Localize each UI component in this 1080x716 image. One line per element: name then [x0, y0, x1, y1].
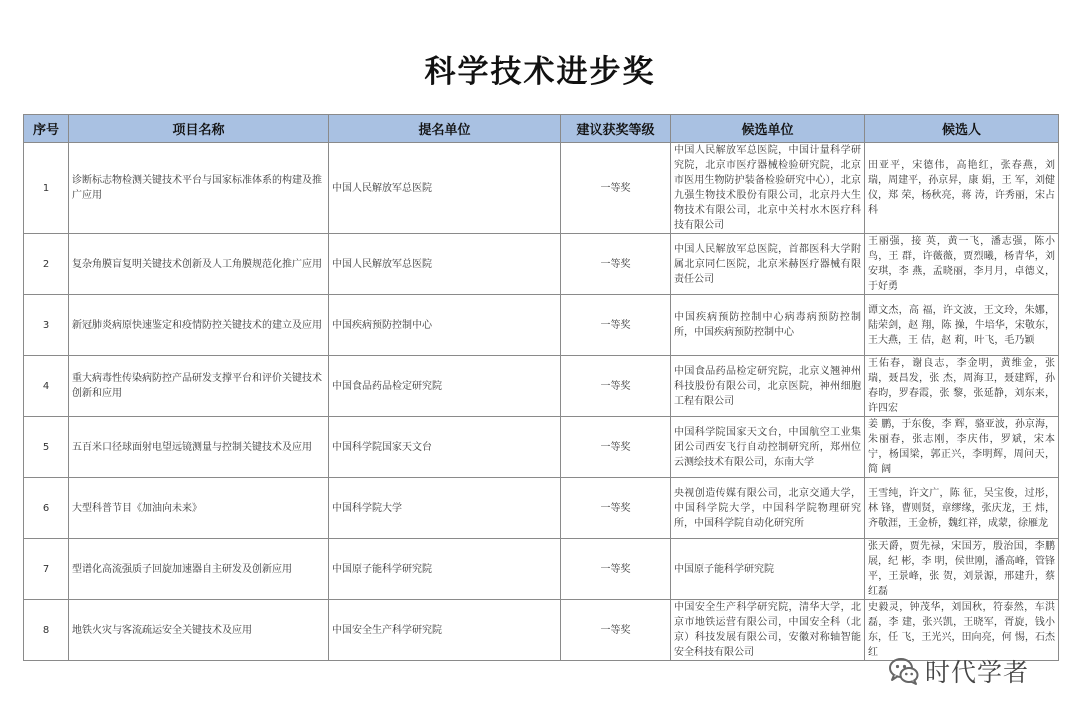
row-nominator: 中国原子能科学研究院: [329, 539, 561, 600]
row-nominator: 中国人民解放军总医院: [329, 143, 561, 234]
row-people: 史毅灵，钟茂华，刘国秋，符泰然，车洪磊，李 建，张兴凯，王晓军，胥旋，钱小东，任 飞，王光兴，田向亮，何 惕，石杰红: [865, 600, 1059, 661]
row-nominator: 中国食品药品检定研究院: [329, 356, 561, 417]
row-project: 重大病毒性传染病防控产品研发支撑平台和评价关键技术创新和应用: [69, 356, 329, 417]
row-project: 诊断标志物检测关键技术平台与国家标准体系的构建及推广应用: [69, 143, 329, 234]
row-nominator: 中国安全生产科学研究院: [329, 600, 561, 661]
row-people: 王雪纯，许文广，陈 征，吴宝俊，过彤，林 锋，曹则贤，章缪缘，张庆龙，王 炜，齐敬涯，王金桥，魏红祥，成蒙，徐雁龙: [865, 478, 1059, 539]
row-project: 地铁火灾与客流疏运安全关键技术及应用: [69, 600, 329, 661]
header-people: 候选人: [865, 115, 1059, 143]
row-level: 一等奖: [561, 234, 671, 295]
row-project: 新冠肺炎病原快速鉴定和疫情防控关键技术的建立及应用: [69, 295, 329, 356]
watermark-text: 时代学者: [925, 658, 1030, 687]
header-nominator: 提名单位: [329, 115, 561, 143]
award-table: [23, 114, 1059, 661]
row-index: 8: [24, 600, 69, 661]
row-index: 7: [24, 539, 69, 600]
row-level: 一等奖: [561, 539, 671, 600]
table-row: [24, 417, 1059, 478]
row-level: 一等奖: [561, 478, 671, 539]
row-units: 中国科学院国家天文台，中国航空工业集团公司西安飞行自动控制研究所，郑州位云测绘技术有限公司，东南大学: [671, 417, 865, 478]
row-people: 王丽强，接 英，黄一飞，潘志强，陈小鸟，王 群，许薇薇，贾烈曦，杨青华，刘安琪，李 燕，孟晓丽，李月月，卓德义，于好勇: [865, 234, 1059, 295]
row-people: 田亚平，宋德伟，高艳红，张春燕，刘瑞，周建平，孙京昇，康 娟，王 军，刘健仪，郑 荣，杨秋亮，蒋 涛，许秀丽，宋占科: [865, 143, 1059, 234]
row-nominator: 中国科学院大学: [329, 478, 561, 539]
row-level: 一等奖: [561, 143, 671, 234]
row-project: 五百米口径球面射电望远镜测量与控制关键技术及应用: [69, 417, 329, 478]
row-index: 6: [24, 478, 69, 539]
table-row: [24, 539, 1059, 600]
row-units: 中国原子能科学研究院: [671, 539, 865, 600]
header-index: 序号: [24, 115, 69, 143]
table-row: [24, 356, 1059, 417]
table-row: [24, 600, 1059, 661]
row-level: 一等奖: [561, 417, 671, 478]
row-index: 1: [24, 143, 69, 234]
row-index: 5: [24, 417, 69, 478]
row-units: 中国人民解放军总医院，首都医科大学附属北京同仁医院，北京米赫医疗器械有限责任公司: [671, 234, 865, 295]
watermark: [888, 654, 1029, 688]
row-units: 中国人民解放军总医院，中国计量科学研究院，北京市医疗器械检验研究院，北京市医用生物防护装备检验研究中心），北京九强生物技术股份有限公司，北京丹大生物技术有限公司，北京中关村水木医疗科技有限公司: [671, 143, 865, 234]
wechat-icon: [888, 655, 920, 687]
row-units: 中国安全生产科学研究院，清华大学，北京市地铁运营有限公司，中国安全科（北京）科技发展有限公司，安徽对称轴智能安全科技有限公司: [671, 600, 865, 661]
row-project: 型谱化高流强质子回旋加速器自主研发及创新应用: [69, 539, 329, 600]
row-project: 复杂角膜盲复明关键技术创新及人工角膜规范化推广应用: [69, 234, 329, 295]
row-index: 3: [24, 295, 69, 356]
table-row: [24, 295, 1059, 356]
row-index: 2: [24, 234, 69, 295]
table-row: [24, 478, 1059, 539]
header-units: 候选单位: [671, 115, 865, 143]
table-header-row: [24, 115, 1059, 143]
table-row: [24, 143, 1059, 234]
row-people: 张天爵，贾先禄，宋国芳，殷治国，李鹏展，纪 彬，李 明，侯世刚，潘高峰，管锋平，王景峰，张 贺，刘景源，邢建升，蔡红磊: [865, 539, 1059, 600]
row-level: 一等奖: [561, 356, 671, 417]
row-project: 大型科普节目《加油向未来》: [69, 478, 329, 539]
header-project: 项目名称: [69, 115, 329, 143]
row-people: 谭文杰，高 福，许文波，王文玲，朱娜，陆荣剑，赵 翔，陈 操，牛培华，宋敬东，王大燕，王 佶，赵 莉，叶飞，毛乃颖: [865, 295, 1059, 356]
row-nominator: 中国人民解放军总医院: [329, 234, 561, 295]
row-units: 中国疾病预防控制中心病毒病预防控制所，中国疾病预防控制中心: [671, 295, 865, 356]
page-title: 科学技术进步奖: [424, 54, 656, 90]
row-index: 4: [24, 356, 69, 417]
row-level: 一等奖: [561, 600, 671, 661]
header-level: 建议获奖等级: [561, 115, 671, 143]
row-level: 一等奖: [561, 295, 671, 356]
row-units: 中国食品药品检定研究院，北京义翘神州科技股份有限公司，北京医院，神州细胞工程有限公司: [671, 356, 865, 417]
row-nominator: 中国疾病预防控制中心: [329, 295, 561, 356]
row-nominator: 中国科学院国家天文台: [329, 417, 561, 478]
table-row: [24, 234, 1059, 295]
row-people: 姜 鹏，于东俊，李 辉，骆亚波，孙京海，朱丽春，张志刚，李庆伟，罗斌，宋本宁，杨国梁，郭正兴，李明辉，周问天，简 阔: [865, 417, 1059, 478]
row-units: 央视创造传媒有限公司，北京交通大学，中国科学院大学，中国科学院物理研究所，中国科学院自动化研究所: [671, 478, 865, 539]
row-people: 王佑春，谢良志，李金明，黄维金，张瑞，聂昌发，张 杰，周海卫，聂建辉，孙春昀，罗春霞，张 黎，张延静，刘东来，许四宏: [865, 356, 1059, 417]
